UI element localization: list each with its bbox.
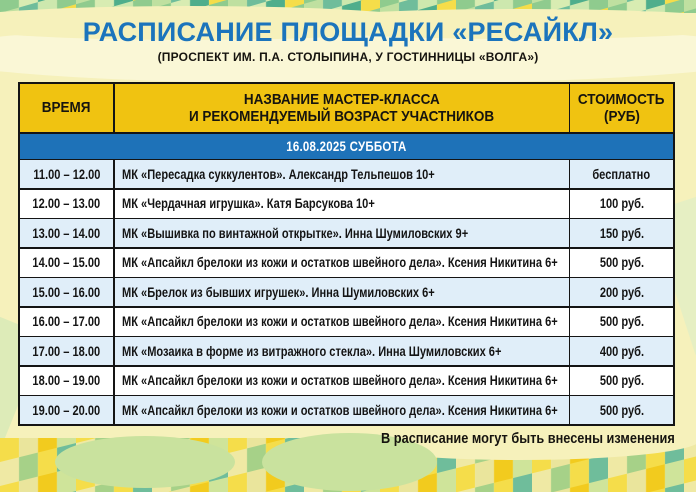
col-header-class-name: НАЗВАНИЕ МАСТЕР-КЛАССА И РЕКОМЕНДУЕМЫЙ ВОЗРАСТ УЧАСТНИКОВ bbox=[115, 84, 569, 132]
row-class-name: МК «Чердачная игрушка». Катя Барсукова 10+ bbox=[115, 190, 569, 218]
row-class-name: МК «Пересадка суккулентов». Александр Тельпешов 10+ bbox=[115, 160, 569, 188]
row-class-name: МК «Вышивка по винтажной открытке». Инна Шумиловских 9+ bbox=[115, 219, 569, 247]
row-cost: 500 руб. bbox=[570, 249, 673, 277]
row-time: 16.00 – 17.00 bbox=[20, 308, 113, 336]
row-cost: 500 руб. bbox=[570, 308, 673, 336]
col-header-cost: СТОИМОСТЬ (РУБ) bbox=[570, 84, 673, 132]
row-class-name: МК «Мозаика в форме из витражного стекла». Инна Шумиловских 6+ bbox=[115, 337, 569, 365]
row-cost: 400 руб. bbox=[570, 337, 673, 365]
page-title: РАСПИСАНИЕ ПЛОЩАДКИ «РЕСАЙКЛ» bbox=[82, 17, 614, 47]
row-time: 19.00 – 20.00 bbox=[20, 396, 113, 424]
row-cost: 200 руб. bbox=[570, 278, 673, 306]
row-time: 12.00 – 13.00 bbox=[20, 190, 113, 218]
row-class-name: МК «Апсайкл брелоки из кожи и остатков швейного дела». Ксения Никитина 6+ bbox=[115, 308, 569, 336]
row-time: 14.00 – 15.00 bbox=[20, 249, 113, 277]
row-time: 18.00 – 19.00 bbox=[20, 367, 113, 395]
date-banner: 16.08.2025 СУББОТА bbox=[20, 134, 673, 159]
row-cost: 500 руб. bbox=[570, 396, 673, 424]
row-time: 13.00 – 14.00 bbox=[20, 219, 113, 247]
row-class-name: МК «Апсайкл брелоки из кожи и остатков швейного дела». Ксения Никитина 6+ bbox=[115, 396, 569, 424]
decor-dome bbox=[55, 436, 235, 488]
row-time: 11.00 – 12.00 bbox=[20, 160, 113, 188]
page-subtitle: (ПРОСПЕКТ ИМ. П.А. СТОЛЫПИНА, У ГОСТИННИЦЫ «ВОЛГА») bbox=[157, 50, 539, 64]
footer-note: В расписание могут быть внесены изменения bbox=[381, 431, 675, 447]
row-class-name: МК «Апсайкл брелоки из кожи и остатков швейного дела». Ксения Никитина 6+ bbox=[115, 249, 569, 277]
row-class-name: МК «Апсайкл брелоки из кожи и остатков швейного дела». Ксения Никитина 6+ bbox=[115, 367, 569, 395]
row-time: 17.00 – 18.00 bbox=[20, 337, 113, 365]
row-cost: 100 руб. bbox=[570, 190, 673, 218]
col-header-time: ВРЕМЯ bbox=[20, 84, 113, 132]
row-cost: бесплатно bbox=[570, 160, 673, 188]
schedule-table bbox=[18, 82, 675, 426]
row-time: 15.00 – 16.00 bbox=[20, 278, 113, 306]
row-class-name: МК «Брелок из бывших игрушек». Инна Шумиловских 6+ bbox=[115, 278, 569, 306]
schedule-rows bbox=[20, 160, 673, 424]
row-cost: 150 руб. bbox=[570, 219, 673, 247]
row-cost: 500 руб. bbox=[570, 367, 673, 395]
